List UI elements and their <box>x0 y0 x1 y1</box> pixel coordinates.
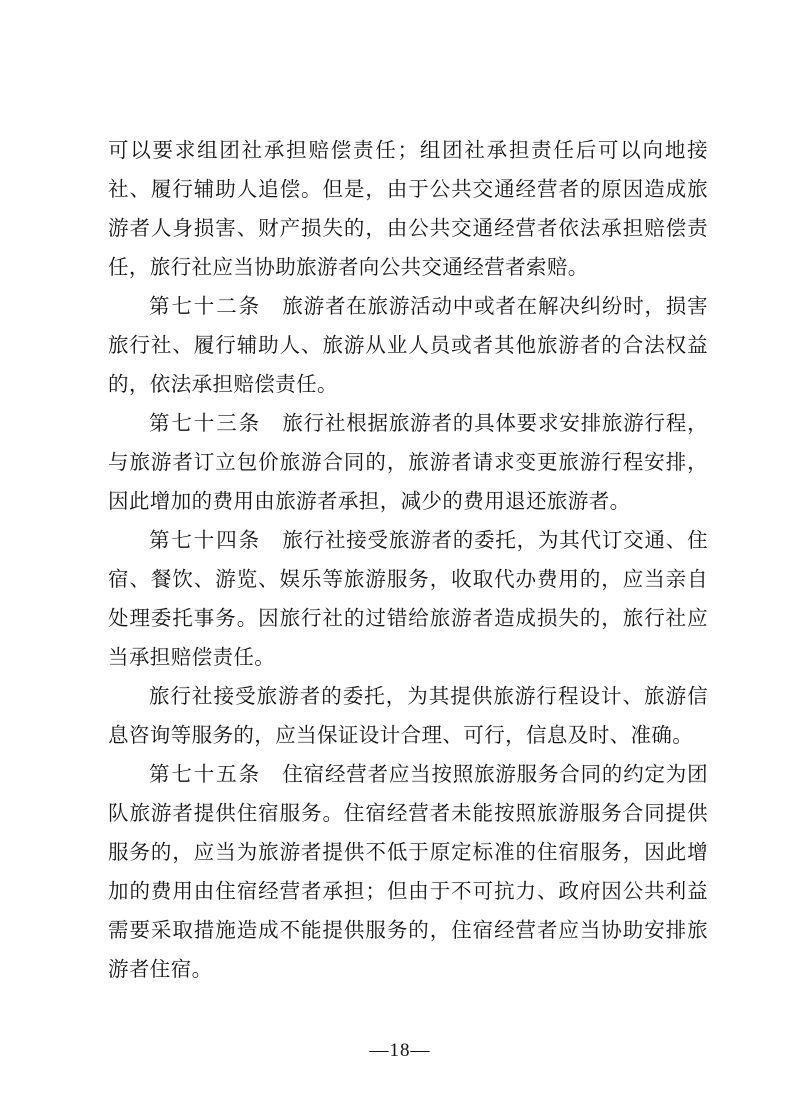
paragraph-text: 旅行社接受旅游者的委托，为其提供旅游行程设计、旅游信息咨询等服务的，应当保证设计合理、可行，信息及时、准确。 <box>108 686 708 747</box>
article-72 <box>108 288 708 405</box>
article-75 <box>108 756 708 990</box>
article-74 <box>108 522 708 678</box>
document-body <box>108 132 708 990</box>
article-73 <box>108 405 708 522</box>
paragraph-text: 住宿经营者应当按照旅游服务合同的约定为团队旅游者提供住宿服务。住宿经营者未能按照旅游服务合同提供服务的，应当为旅游者提供不低于原定标准的住宿服务，因此增加的费用由住宿经营者承担；但由于不可抗力、政府因公共利益需要采取措施造成不能提供服务的，住宿经营者应当协助安排旅游者住宿。 <box>108 764 709 981</box>
article-label: 第七十四条 <box>149 530 262 552</box>
article-74-subparagraph <box>108 678 708 756</box>
paragraph-text: 旅行社接受旅游者的委托，为其代订交通、住宿、餐饮、游览、娱乐等旅游服务，收取代办费用的，应当亲自处理委托事务。因旅行社的过错给旅游者造成损失的，旅行社应当承担赔偿责任。 <box>108 530 709 669</box>
page-footer <box>0 1040 790 1062</box>
paragraph-text: 旅游者在旅游活动中或者在解决纠纷时，损害旅行社、履行辅助人、旅游从业人员或者其他旅游者的合法权益的，依法承担赔偿责任。 <box>108 296 709 396</box>
paragraph-text: 旅行社根据旅游者的具体要求安排旅游行程，与旅游者订立包价旅游合同的，旅游者请求变更旅游行程安排，因此增加的费用由旅游者承担，减少的费用退还旅游者。 <box>108 413 709 513</box>
article-label: 第七十三条 <box>149 413 262 435</box>
paragraph-text: 可以要求组团社承担赔偿责任；组团社承担责任后可以向地接社、履行辅助人追偿。但是，由于公共交通经营者的原因造成旅游者人身损害、财产损失的，由公共交通经营者依法承担赔偿责任，旅行社应当协助旅游者向公共交通经营者索赔。 <box>108 140 708 279</box>
article-label: 第七十五条 <box>149 764 262 786</box>
paragraph-continuation <box>108 132 708 288</box>
article-label: 第七十二条 <box>149 296 262 318</box>
page-number: —18— <box>369 1040 431 1061</box>
